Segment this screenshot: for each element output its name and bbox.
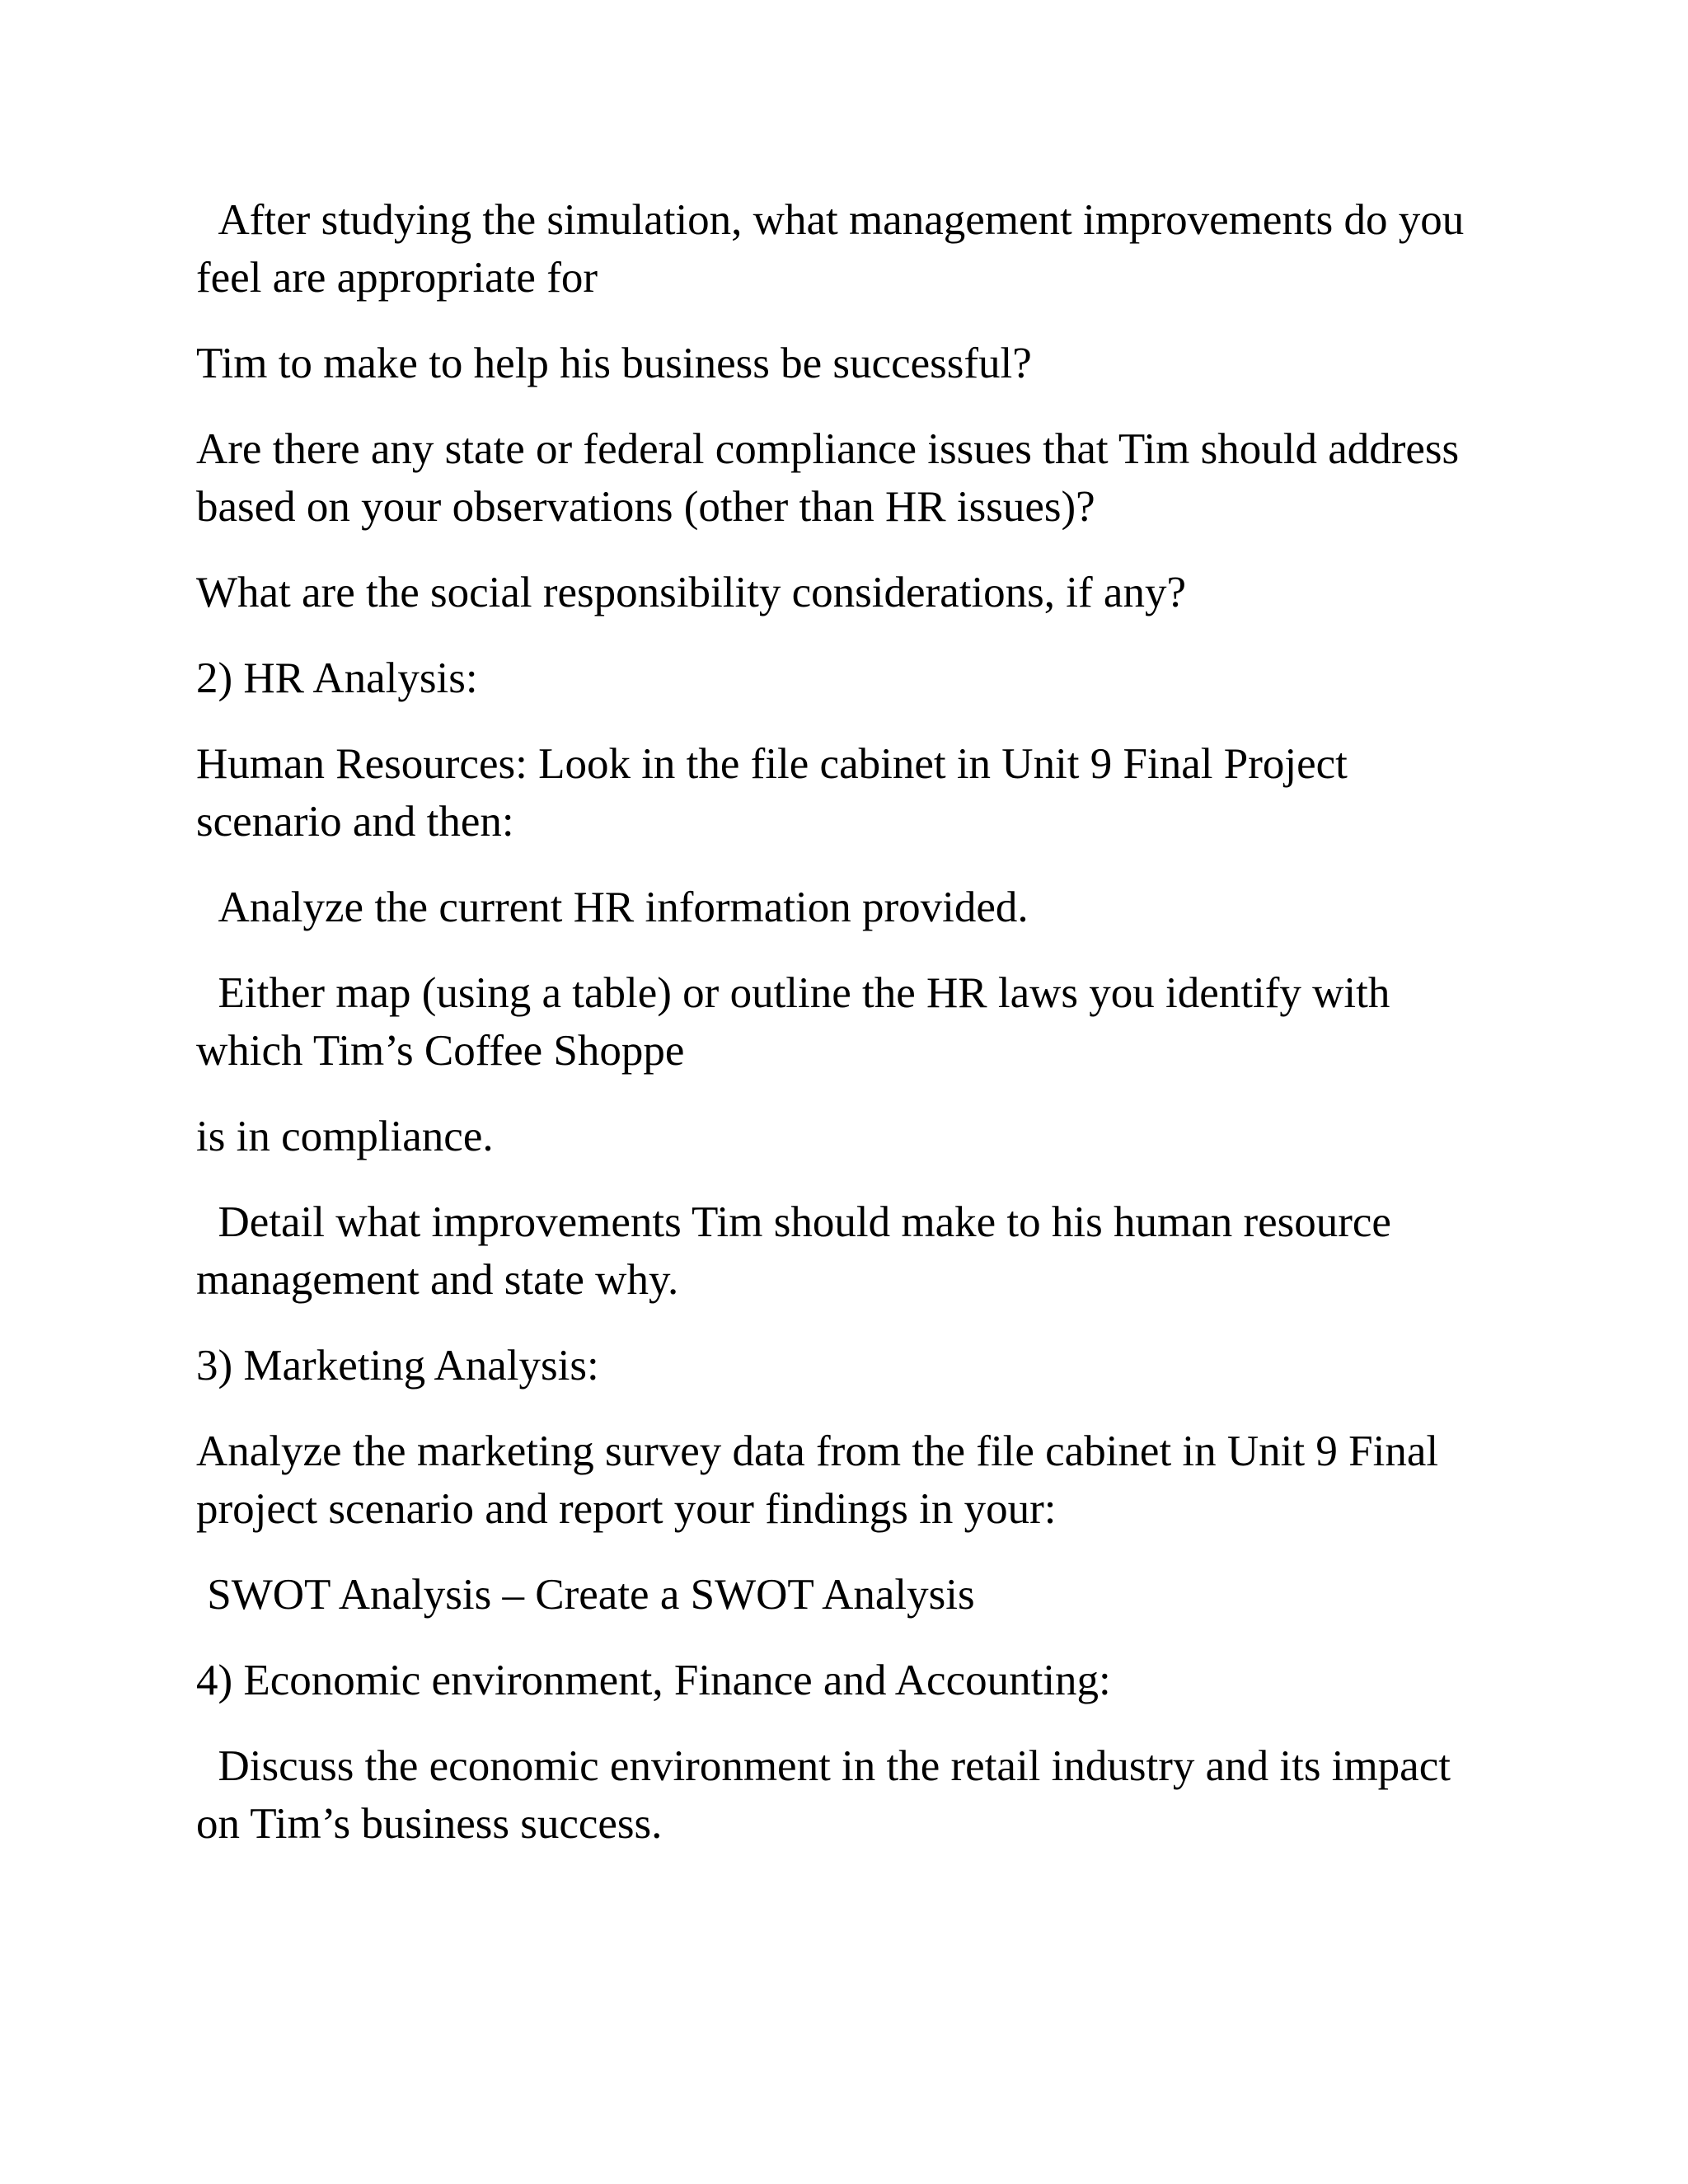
heading-marketing-analysis: 3) Marketing Analysis: [196, 1342, 599, 1390]
paragraph-compliance-issues: Are there any state or federal compliance issues that Tim should address based on your observations (other than HR issues)? [196, 425, 1470, 531]
heading-economic-environment: 4) Economic environment, Finance and Accounting: [196, 1657, 1111, 1704]
paragraph-management-improvements: After studying the simulation, what management improvements do you feel are appropriate for [196, 196, 1475, 302]
paragraph-business-success: Tim to make to help his business be successful? [196, 340, 1032, 387]
paragraph-analyze-hr: Analyze the current HR information provided. [196, 883, 1029, 931]
paragraph-map-hr-laws: Either map (using a table) or outline the HR laws you identify with which Tim’s Coffee Shoppe [196, 969, 1401, 1075]
heading-hr-analysis: 2) HR Analysis: [196, 654, 478, 702]
paragraph-economic-discussion: Discuss the economic environment in the retail industry and its impact on Tim’s business success. [196, 1742, 1462, 1848]
paragraph-social-responsibility: What are the social responsibility considerations, if any? [196, 569, 1186, 616]
paragraph-hr-improvements: Detail what improvements Tim should make to his human resource management and state why. [196, 1198, 1403, 1304]
paragraph-swot-analysis: SWOT Analysis – Create a SWOT Analysis [196, 1571, 975, 1619]
paragraph-human-resources: Human Resources: Look in the file cabinet in Unit 9 Final Project scenario and then: [196, 740, 1359, 846]
document-body [196, 191, 1482, 1881]
paragraph-marketing-survey: Analyze the marketing survey data from the file cabinet in Unit 9 Final project scenario and report your findings in your: [196, 1427, 1450, 1533]
paragraph-in-compliance: is in compliance. [196, 1113, 494, 1160]
